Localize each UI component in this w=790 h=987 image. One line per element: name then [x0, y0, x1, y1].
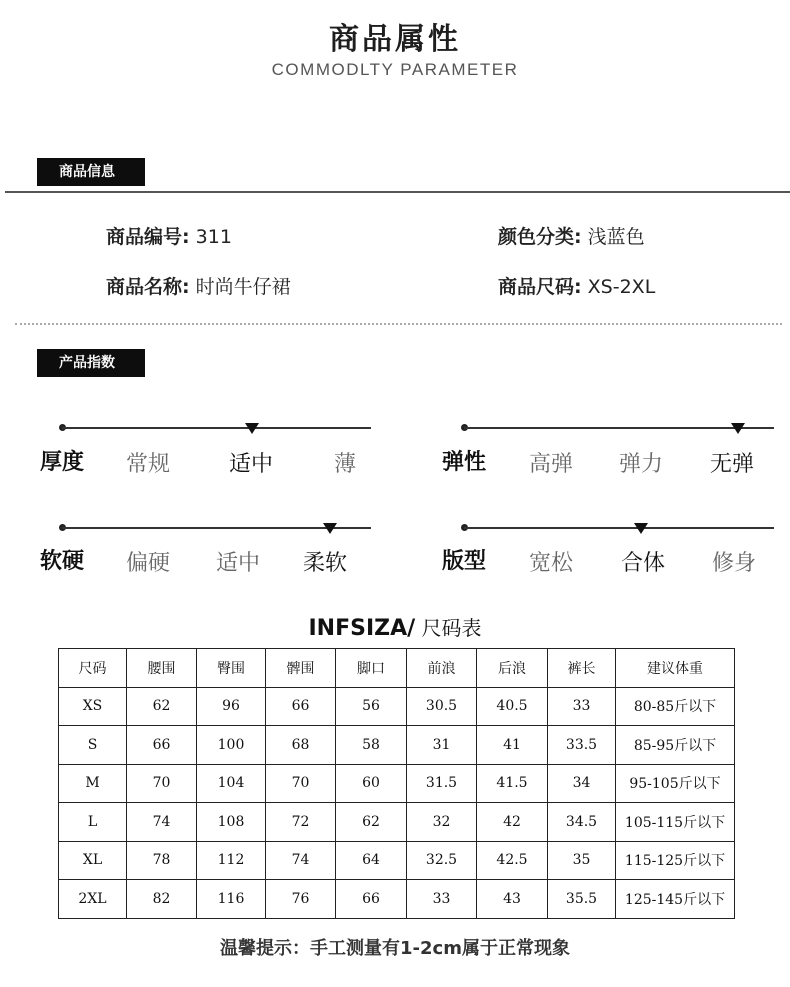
table-cell: 34 — [548, 764, 616, 803]
info-label: 商品编号: — [106, 226, 190, 248]
table-cell: 66 — [127, 726, 197, 765]
section-tag-product-index: 产品指数 — [37, 349, 145, 377]
table-header-cell: 建议体重 — [616, 649, 735, 688]
table-cell: XS — [59, 687, 127, 726]
table-cell: 68 — [266, 726, 336, 765]
table-cell: 32.5 — [407, 841, 477, 880]
info-size — [498, 272, 655, 299]
table-header-row — [59, 649, 735, 688]
table-cell: 40.5 — [477, 687, 548, 726]
option-regular-fit: 合体 — [620, 551, 665, 576]
table-cell: 33 — [407, 880, 477, 919]
size-table — [58, 648, 735, 919]
table-cell: 41 — [477, 726, 548, 765]
table-cell: S — [59, 726, 127, 765]
option-regular: 常规 — [125, 452, 170, 477]
table-cell: 104 — [197, 764, 266, 803]
slider-label-elasticity: 弹性 — [442, 450, 487, 475]
table-header-cell: 臀围 — [197, 649, 266, 688]
divider — [5, 191, 790, 193]
table-cell: 33 — [548, 687, 616, 726]
slider-marker-thickness — [245, 423, 259, 434]
table-cell: 62 — [336, 803, 407, 842]
option-no-stretch: 无弹 — [709, 452, 754, 477]
table-cell: 32 — [407, 803, 477, 842]
page-subtitle: COMMODLTY PARAMETER — [271, 60, 519, 79]
info-product-code — [106, 222, 232, 249]
option-thin: 薄 — [333, 452, 356, 477]
table-cell: 112 — [197, 841, 266, 880]
table-cell: M — [59, 764, 127, 803]
size-chart-label: 尺码表 — [415, 616, 482, 640]
slider-marker-elasticity — [731, 423, 745, 434]
table-cell: 95-105斤以下 — [616, 764, 735, 803]
slider-label-fit: 版型 — [442, 549, 487, 574]
slider-track-fit — [464, 527, 774, 529]
table-cell: 31 — [407, 726, 477, 765]
table-cell: 80-85斤以下 — [616, 687, 735, 726]
table-header-cell: 腰围 — [127, 649, 197, 688]
info-value: 311 — [195, 226, 232, 248]
info-label: 颜色分类: — [498, 226, 582, 248]
slider-track-thickness — [62, 427, 371, 429]
table-cell: 108 — [197, 803, 266, 842]
table-cell: 30.5 — [407, 687, 477, 726]
table-cell: 74 — [127, 803, 197, 842]
slider-track-elasticity — [464, 427, 774, 429]
table-cell: 60 — [336, 764, 407, 803]
table-cell: 96 — [197, 687, 266, 726]
option-slim: 修身 — [711, 551, 756, 576]
size-chart-brand: INFSIZA/ — [308, 616, 416, 641]
table-cell: 42.5 — [477, 841, 548, 880]
size-chart-title — [0, 612, 790, 641]
info-label: 商品名称: — [106, 276, 190, 298]
table-header-cell: 脚口 — [336, 649, 407, 688]
info-product-name — [106, 272, 291, 299]
table-row — [59, 726, 735, 765]
table-header-cell: 裤长 — [548, 649, 616, 688]
table-row — [59, 687, 735, 726]
table-cell: 56 — [336, 687, 407, 726]
table-cell: 58 — [336, 726, 407, 765]
table-row — [59, 803, 735, 842]
table-cell: 82 — [127, 880, 197, 919]
table-cell: 41.5 — [477, 764, 548, 803]
table-header-cell: 髀围 — [266, 649, 336, 688]
slider-label-thickness: 厚度 — [40, 450, 85, 475]
table-cell: 76 — [266, 880, 336, 919]
option-soft: 柔软 — [302, 551, 347, 576]
info-label: 商品尺码: — [498, 276, 582, 298]
slider-marker-fit — [634, 523, 648, 534]
table-header-cell: 尺码 — [59, 649, 127, 688]
table-cell: 31.5 — [407, 764, 477, 803]
table-cell: 42 — [477, 803, 548, 842]
table-cell: 34.5 — [548, 803, 616, 842]
info-value: XS-2XL — [587, 276, 656, 298]
option-high-stretch: 高弹 — [528, 452, 573, 477]
table-cell: 66 — [266, 687, 336, 726]
table-cell: 66 — [336, 880, 407, 919]
table-cell: 43 — [477, 880, 548, 919]
table-row — [59, 841, 735, 880]
table-row — [59, 764, 735, 803]
section-tag-product-info: 商品信息 — [37, 158, 145, 186]
table-cell: L — [59, 803, 127, 842]
table-cell: 2XL — [59, 880, 127, 919]
table-cell: 115-125斤以下 — [616, 841, 735, 880]
table-cell: 100 — [197, 726, 266, 765]
table-row — [59, 880, 735, 919]
table-cell: 64 — [336, 841, 407, 880]
option-loose: 宽松 — [528, 551, 573, 576]
option-medium: 适中 — [228, 452, 273, 477]
table-cell: 78 — [127, 841, 197, 880]
option-stretch: 弹力 — [618, 452, 663, 477]
table-cell: 125-145斤以下 — [616, 880, 735, 919]
dotted-divider — [15, 323, 782, 325]
table-cell: 74 — [266, 841, 336, 880]
table-cell: 85-95斤以下 — [616, 726, 735, 765]
info-color — [498, 222, 645, 249]
table-cell: 72 — [266, 803, 336, 842]
table-cell: 35 — [548, 841, 616, 880]
table-cell: 116 — [197, 880, 266, 919]
measurement-note: 温馨提示：手工测量有1-2cm属于正常现象 — [220, 938, 570, 959]
slider-label-softness: 软硬 — [40, 549, 85, 574]
table-cell: 70 — [266, 764, 336, 803]
table-cell: XL — [59, 841, 127, 880]
table-header-cell: 后浪 — [477, 649, 548, 688]
option-stiff: 偏硬 — [125, 551, 170, 576]
slider-marker-softness — [323, 523, 337, 534]
info-value: 浅蓝色 — [587, 226, 645, 248]
info-value: 时尚牛仔裙 — [195, 276, 291, 298]
page-title: 商品属性 — [329, 22, 461, 57]
table-header-cell: 前浪 — [407, 649, 477, 688]
table-cell: 62 — [127, 687, 197, 726]
table-cell: 33.5 — [548, 726, 616, 765]
table-cell: 70 — [127, 764, 197, 803]
table-cell: 105-115斤以下 — [616, 803, 735, 842]
option-moderate: 适中 — [215, 551, 260, 576]
table-cell: 35.5 — [548, 880, 616, 919]
